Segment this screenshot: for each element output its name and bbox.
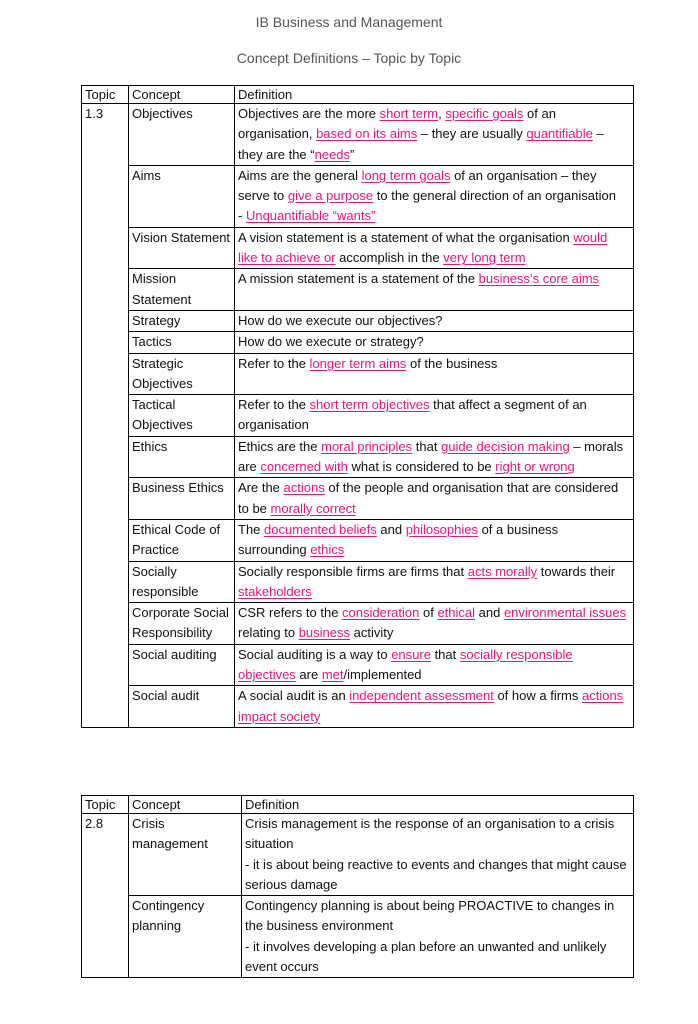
highlighted-term: actions [283,480,325,496]
topic-2-8-table [81,795,634,978]
definition-text: – morals are [238,438,624,475]
concept-cell: Tactics [129,332,235,353]
concept-cell: Social audit [129,686,235,728]
definition-text: of the business [406,355,498,371]
table-row [82,227,634,269]
concept-cell: Ethical Code of Practice [129,519,235,561]
table-body [82,814,634,978]
table-row [82,561,634,603]
definition-text: of how a firms [493,688,582,704]
table-row [82,165,634,227]
highlighted-term: socially responsible objectives [238,646,573,683]
definition-text: How do we execute our objectives? [238,312,443,328]
highlighted-term: documented beliefs [264,521,377,537]
definition-text: and [475,605,504,621]
highlighted-term: moral principles [321,438,413,454]
definition-cell [235,395,634,437]
definition-cell [235,686,634,728]
table-row [82,644,634,686]
definition-text: of the people and organisation that are considered to be [238,480,619,516]
highlighted-term: guide decision making [441,438,570,454]
highlighted-term: long term goals [361,167,451,183]
highlighted-term: morally correct [270,500,356,516]
definition-cell [235,269,634,311]
concept-cell: Ethics [129,436,235,478]
highlighted-term: based on its aims [316,126,418,142]
definition-text: relating to [238,625,299,641]
document-subtitle: Concept Definitions – Topic by Topic [236,50,462,66]
header-concept: Concept [129,796,242,814]
highlighted-term: short term [379,106,439,121]
definition-text: of an organisation – they serve to [238,167,597,204]
definition-cell [235,603,634,645]
definition-cell [235,353,634,395]
header-definition: Definition [235,86,634,104]
topic-cell: 1.3 [82,104,129,728]
definition-cell [235,478,634,520]
definition-text: ” [350,146,355,162]
table-row [82,896,634,978]
highlighted-term: specific goals [445,106,524,121]
definition-cell [242,814,634,896]
definition-text: A mission statement is a statement of the [238,271,479,287]
table-row [82,478,634,520]
highlighted-term: longer term aims [309,355,407,371]
header-topic: Topic [82,86,129,104]
definition-text: Crisis management is the response of an organisation to a crisis situation [245,816,615,852]
table-header-row [82,796,634,814]
definition-text: – they are the “ [238,126,604,162]
highlighted-term: stakeholders [238,583,312,599]
definition-cell [235,519,634,561]
concept-cell: Business Ethics [129,478,235,520]
topic-cell: 2.8 [82,814,129,978]
definition-cell [235,104,634,166]
concept-cell: Corporate Social Responsibility [129,603,235,645]
highlighted-term: very long term [443,250,526,266]
definition-text: - it is about being reactive to events and changes that might cause serious damage [245,856,627,892]
highlighted-term: independent assessment [349,688,494,704]
definition-text: accomplish in the [335,250,444,266]
concept-cell: Objectives [129,104,235,166]
table-row [82,814,634,896]
concept-cell: Strategy [129,310,235,331]
definition-cell [235,436,634,478]
table-row [82,395,634,437]
definition-text: Socially responsible firms are firms that [238,563,468,579]
concept-cell: Social auditing [129,644,235,686]
definition-text: Objectives are the more [238,106,380,121]
definition-text: Are the [238,480,284,496]
highlighted-term: right or wrong [495,459,575,475]
table-row [82,603,634,645]
table-row [82,310,634,331]
definition-text: Refer to the [238,355,310,371]
definition-text: that [430,646,460,662]
table-row [82,436,634,478]
definition-text: are [295,667,322,683]
definition-text: How do we execute or strategy? [238,334,424,350]
header-concept: Concept [129,86,235,104]
header-definition: Definition [242,796,634,814]
concept-cell: Strategic Objectives [129,353,235,395]
concept-cell: Aims [129,165,235,227]
definition-text: Ethics are the [238,438,322,454]
definition-cell [235,644,634,686]
concept-cell: Socially responsible [129,561,235,603]
definition-text: of an organisation, [238,106,556,142]
highlighted-term: business [298,625,351,641]
definition-text: Refer to the [238,397,310,413]
definition-text: – they are usually [417,126,527,142]
highlighted-term: would like to achieve or [238,229,608,266]
definition-text: A vision statement is a statement of what the organisation [238,229,574,245]
definition-text: to the general direction of an organisation [373,188,616,204]
table-row [82,269,634,311]
table-row [82,332,634,353]
definition-text: Contingency planning is about being PROACTIVE to changes in the business environment [245,898,615,934]
definition-text: - [238,208,246,224]
definition-text: that affect a segment of an organisation [238,397,587,433]
definition-cell [235,561,634,603]
definition-text: towards their [537,563,616,579]
concept-cell: Mission Statement [129,269,235,311]
definition-cell [235,165,634,227]
highlighted-term: met [321,667,344,683]
definition-text: , [438,106,446,121]
definition-cell [242,896,634,978]
concept-cell: Tactical Objectives [129,395,235,437]
definition-cell [235,310,634,331]
definition-cell [235,332,634,353]
definition-text: Aims are the general [238,167,362,183]
definition-text: that [412,438,442,454]
definition-text: CSR refers to the [238,605,343,621]
concept-cell: Crisis management [129,814,242,896]
highlighted-term: quantifiable [526,126,593,142]
definition-text: of a business surrounding [238,521,559,558]
highlighted-term: give a purpose [287,188,374,204]
definition-text: A social audit is an [238,688,350,704]
definition-text: - it involves developing a plan before an unwanted and unlikely event occurs [245,938,607,975]
definition-text: of [419,605,438,621]
highlighted-term: business’s core aims [478,271,600,287]
definition-text: /implemented [343,667,422,683]
table-row [82,519,634,561]
table-body [82,104,634,728]
table-row [82,104,634,166]
highlighted-term: ensure [391,646,431,662]
highlighted-term: needs [314,146,351,162]
highlighted-term: ethical [437,605,476,621]
definition-text: what is considered to be [347,459,496,475]
topic-1-3-table [81,85,634,728]
definition-text: The [238,521,265,537]
highlighted-term: environmental issues [503,605,627,621]
highlighted-term: philosophies [405,521,478,537]
header-topic: Topic [82,796,129,814]
highlighted-term: acts morally [467,563,538,579]
table-header-row [82,86,634,104]
highlighted-term: short term objectives [309,397,430,413]
table-row [82,353,634,395]
concept-cell: Contingency planning [129,896,242,978]
definition-text: activity [350,625,394,641]
highlighted-term: consideration [342,605,420,621]
highlighted-term: ethics [310,542,345,558]
definition-cell [235,227,634,269]
definition-text: and [376,521,406,537]
definition-text: Social auditing is a way to [238,646,392,662]
document-title: IB Business and Management [255,14,443,30]
table-row [82,686,634,728]
highlighted-term: Unquantifiable “wants” [245,208,376,224]
highlighted-term: concerned with [260,459,348,475]
concept-cell: Vision Statement [129,227,235,269]
highlighted-term: actions impact society [238,688,624,724]
